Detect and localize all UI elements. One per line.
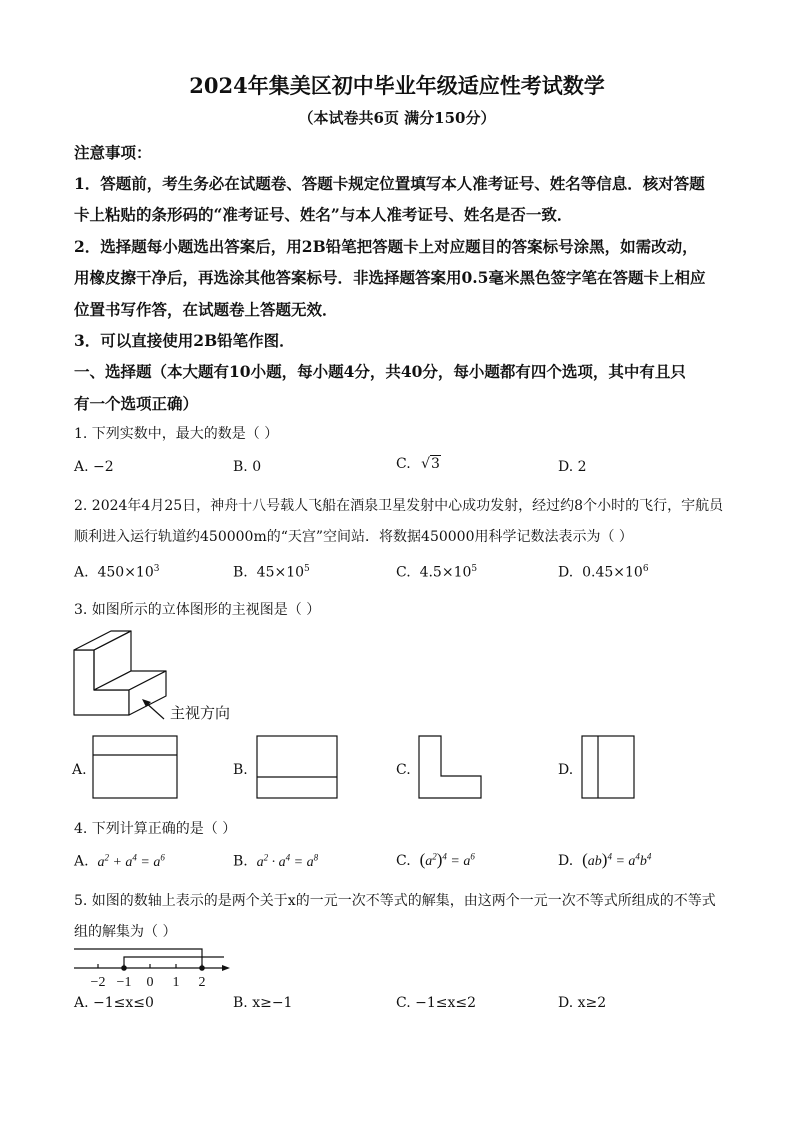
q2-option-c-base: 4.5×10	[419, 564, 472, 581]
view-direction-arrow-icon	[138, 695, 168, 725]
q2-option-b-label: B.	[233, 564, 248, 581]
q2-option-a-base: 450×10	[97, 564, 154, 581]
q2-option-c-exp: 5	[471, 564, 478, 574]
q3-option-d-figure[interactable]	[581, 735, 635, 799]
question-4-stem: 4. 下列计算正确的是（ ）	[74, 821, 237, 837]
q4-option-d[interactable]	[558, 850, 651, 870]
question-1-stem: 1. 下列实数中，最大的数是（ ）	[74, 426, 279, 442]
q2-option-b-base: 45×10	[256, 564, 305, 581]
q2-option-d-label: D.	[558, 564, 574, 581]
q2-option-d[interactable]	[558, 564, 649, 581]
q4-option-d-expr: $(ab)^4 = a^4b^4$	[582, 850, 652, 869]
tick-label: 2	[198, 975, 206, 990]
q2-option-a[interactable]	[74, 564, 159, 581]
q2-option-d-exp: 6	[642, 564, 649, 574]
notice-line: 2．选择题每小题选出答案后，用2B铅笔把答题卡上对应题目的答案标号涂黑，如需改动，	[74, 237, 698, 256]
q3-option-c-figure[interactable]	[418, 735, 482, 799]
paper-subtitle: （本试卷共6页 满分150分）	[298, 109, 496, 127]
q1-option-b[interactable]: B. 0	[233, 459, 262, 475]
notice-line: 卡上粘贴的条形码的“准考证号、姓名”与本人准考证号、姓名是否一致．	[74, 205, 573, 224]
section-heading-cont: 有一个选项正确）	[74, 394, 199, 413]
q3-option-a-figure[interactable]	[92, 735, 178, 799]
q4-option-d-label: D.	[558, 853, 574, 869]
view-direction-label: 主视方向	[170, 704, 231, 722]
q1-option-c-radicand: 3	[431, 456, 440, 472]
notice-line: 1．答题前，考生务必在试题卷、答题卡规定位置填写本人准考证号、姓名等信息．核对答题	[74, 174, 705, 193]
question-2-line2: 顺利进入运行轨道约450000m的“天宫”空间站．将数据450000用科学记数法表示为（ ）	[74, 529, 633, 545]
tick-label: −1	[116, 975, 132, 990]
notice-heading: 注意事项：	[74, 143, 152, 162]
q2-option-c[interactable]	[396, 564, 477, 581]
q3-option-b-label[interactable]: B.	[233, 762, 248, 778]
q4-option-a-expr: $a^2 + a^4 = a^6$	[97, 852, 165, 870]
q2-option-c-label: C.	[396, 564, 411, 581]
question-5-line2: 组的解集为（ ）	[74, 924, 177, 940]
q1-option-c-label: C.	[396, 456, 411, 472]
q4-option-a[interactable]	[74, 852, 165, 871]
q4-option-b[interactable]	[233, 852, 318, 871]
section-heading: 一、选择题（本大题有10小题，每小题4分，共40分，每小题都有四个选项，其中有且只	[74, 362, 686, 381]
q3-option-a-label[interactable]: A.	[72, 762, 87, 778]
q4-option-c-label: C.	[396, 853, 411, 869]
q2-option-a-label: A.	[74, 564, 89, 581]
q4-option-a-label: A.	[74, 853, 89, 870]
q2-option-d-base: 0.45×10	[582, 564, 643, 581]
q2-option-b-exp: 5	[304, 564, 310, 574]
paper-title: 2024年集美区初中毕业年级适应性考试数学	[189, 73, 605, 98]
sqrt-icon: √	[421, 456, 431, 472]
number-line	[72, 943, 234, 991]
q4-option-c[interactable]	[396, 850, 475, 870]
q5-option-a[interactable]: A. −1≤x≤0	[74, 995, 154, 1011]
q4-option-b-label: B.	[233, 853, 248, 870]
q3-option-b-figure[interactable]	[256, 735, 338, 799]
notice-line: 位置书写作答，在试题卷上答题无效．	[74, 300, 338, 319]
notice-line: 用橡皮擦干净后，再选涂其他答案标号．非选择题答案用0.5毫米黑色签字笔在答题卡上相应	[74, 268, 706, 287]
tick-label: −2	[90, 975, 106, 990]
q4-option-c-expr: $(a^2)^4 = a^6$	[419, 850, 475, 869]
q1-option-c[interactable]	[396, 456, 441, 472]
q3-option-c-label[interactable]: C.	[396, 762, 411, 778]
q5-option-d[interactable]: D. x≥2	[558, 995, 607, 1011]
tick-label: 1	[172, 975, 180, 990]
q2-option-a-exp: 3	[153, 564, 160, 574]
tick-label: 0	[146, 975, 154, 990]
q1-option-d[interactable]: D. 2	[558, 459, 587, 475]
question-2-line1: 2. 2024年4月25日，神舟十八号载人飞船在酒泉卫星发射中心成功发射，经过约8个小时的飞行，宇航员	[74, 498, 724, 514]
q4-option-b-expr: $a^2 \cdot a^4 = a^8$	[256, 852, 319, 870]
q1-option-a[interactable]: A. −2	[74, 459, 114, 475]
q3-option-d-label[interactable]: D.	[558, 762, 574, 778]
q5-option-c[interactable]: C. −1≤x≤2	[396, 995, 477, 1011]
question-3-stem: 3. 如图所示的立体图形的主视图是（ ）	[74, 602, 321, 618]
question-5-line1: 5. 如图的数轴上表示的是两个关于x的一元一次不等式的解集，由这两个一元一次不等式所组成的不等式	[74, 893, 716, 909]
q5-option-b[interactable]: B. x≥−1	[233, 995, 293, 1011]
q2-option-b[interactable]	[233, 564, 310, 581]
notice-line: 3．可以直接使用2B铅笔作图．	[74, 331, 295, 350]
